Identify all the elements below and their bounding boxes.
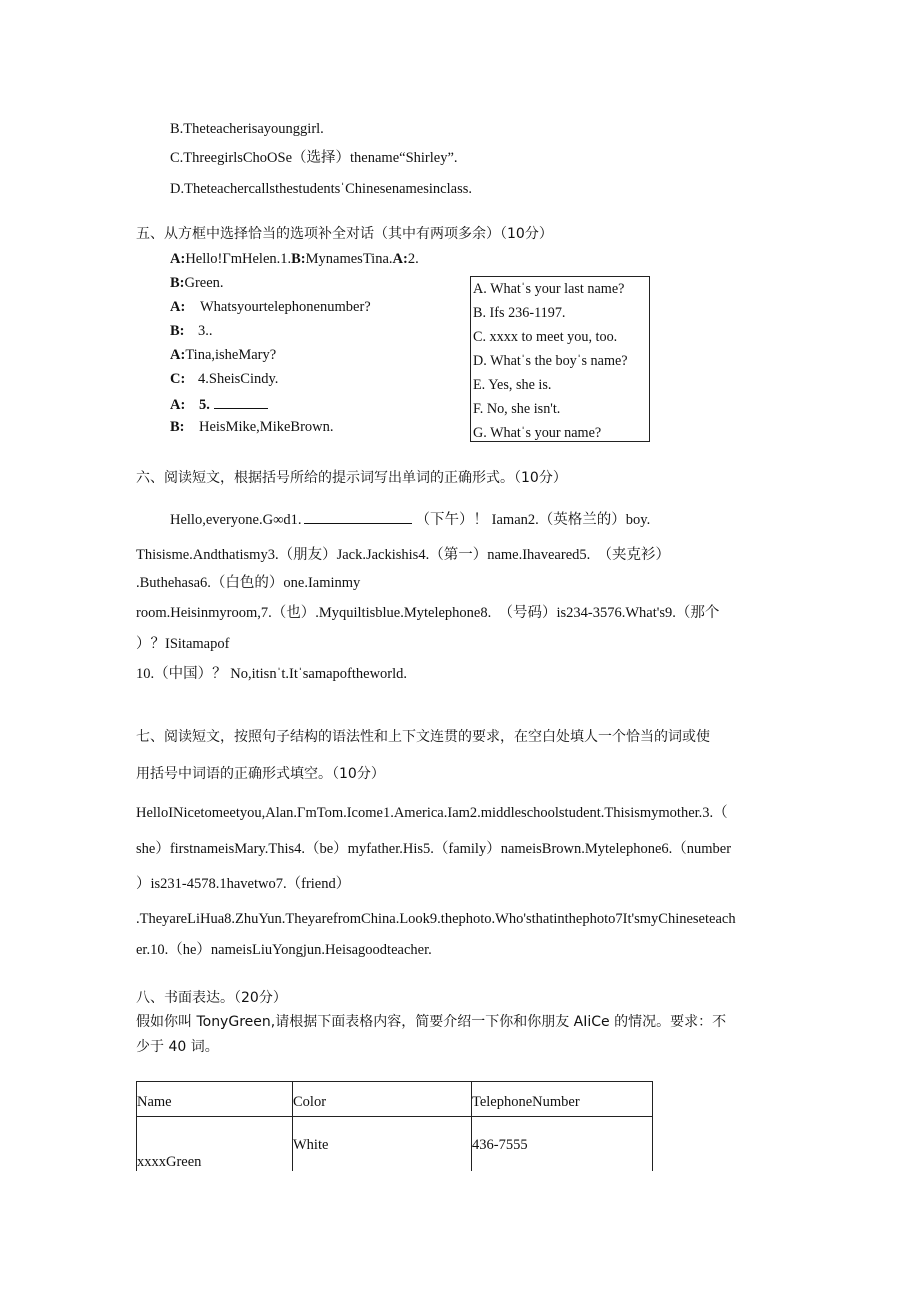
dialog-text: Whatsyourtelephonenumber? bbox=[200, 299, 371, 315]
answer-blank[interactable] bbox=[214, 396, 268, 409]
box-option-e: E. Yes, she is. bbox=[473, 377, 552, 393]
dialog-text: Hello!ΓmHelen.1. bbox=[185, 251, 292, 267]
section7-line-3: ）is231-4578.1havetwo7.（friend） bbox=[136, 876, 351, 892]
table-header-row bbox=[137, 1082, 653, 1117]
passage-text: Hello,everyone.G∞d1. bbox=[170, 512, 302, 528]
speaker-label: B: bbox=[170, 275, 185, 291]
dialog-line-6 bbox=[170, 372, 278, 387]
dialog-line-8 bbox=[170, 420, 334, 435]
section7-line-1: HelloINicetomeetyou,Alan.ΓmTom.Icome1.America.Iam2.middleschoolstudent.Thisismymother.3.（ bbox=[136, 805, 728, 821]
info-table bbox=[136, 1081, 653, 1171]
table-row bbox=[137, 1117, 653, 1172]
options-box bbox=[470, 276, 650, 442]
dialog-line-7 bbox=[170, 396, 268, 413]
speaker-label: A: bbox=[170, 251, 186, 267]
table-cell-name: xxxxGreen bbox=[137, 1154, 202, 1170]
section5-heading: 五、从方框中选择恰当的选项补全对话（其中有两项多余）（10分） bbox=[136, 226, 553, 242]
section8-prompt-line-1: 假如你叫 TonyGreen,请根据下面表格内容，简要介绍一下你和你朋友 AIiCe 的情况。要求：不 bbox=[136, 1014, 727, 1030]
section6-line-1 bbox=[170, 511, 650, 528]
speaker-label: B: bbox=[170, 323, 185, 339]
option-c-text: C.ThreegirlsChoOSe（选择）thename“Shirley”. bbox=[170, 150, 458, 166]
box-option-a: A. Whatˈs your last name? bbox=[473, 281, 625, 297]
section7-line-2: she）firstnameisMary.This4.（be）myfather.His5.（family）nameisBrown.Mytelephone6.（number bbox=[136, 841, 732, 857]
dialog-text: 2. bbox=[407, 251, 419, 267]
option-b-text: B.Theteacherisayounggirl. bbox=[170, 121, 324, 137]
box-option-g: G. Whatˈs your name? bbox=[473, 425, 602, 441]
section7-heading: 七、阅读短文，按照句子结构的语法性和上下文连贯的要求，在空白处填人一个恰当的词或使 bbox=[136, 729, 710, 745]
dialog-line-3 bbox=[170, 300, 371, 315]
section6-heading: 六、阅读短文，根据括号所给的提示词写出单词的正确形式。（10分） bbox=[136, 470, 567, 486]
dialog-line-2 bbox=[170, 276, 224, 291]
section7-heading-cont: 用括号中词语的正确形式填空。（10分） bbox=[136, 766, 385, 782]
section6-line-3: .Buthehasa6.（白色的）one.Iaminmy bbox=[136, 575, 361, 591]
section8-prompt-line-2: 少于 40 词。 bbox=[136, 1039, 219, 1055]
answer-blank[interactable] bbox=[304, 511, 412, 524]
table-cell-color: White bbox=[293, 1137, 329, 1153]
box-option-b: B. Ifs 236-1197. bbox=[473, 305, 566, 321]
dialog-line-5 bbox=[170, 348, 276, 363]
speaker-label: B: bbox=[291, 251, 306, 267]
table-cell-telephone: 436-7555 bbox=[472, 1137, 528, 1153]
speaker-label: B: bbox=[170, 419, 185, 435]
option-d-text: D.TheteachercallsthestudentsˈChinesenamesinclass. bbox=[170, 181, 472, 197]
speaker-label: A: bbox=[170, 397, 186, 413]
dialog-text: 4.SheisCindy. bbox=[198, 371, 279, 387]
section8-heading: 八、书面表达。（20分） bbox=[136, 990, 287, 1006]
box-option-c: C. xxxx to meet you, too. bbox=[473, 329, 618, 345]
table-header-telephone: TelephoneNumber bbox=[472, 1094, 580, 1110]
dialog-line-4 bbox=[170, 324, 213, 339]
speaker-label: A: bbox=[392, 251, 408, 267]
table-header-name: Name bbox=[137, 1094, 172, 1110]
speaker-label: A: bbox=[170, 347, 186, 363]
section6-line-6: 10.（中国）？ No,itisnˈt.Itˈsamapoftheworld. bbox=[136, 666, 408, 682]
dialog-text: MynamesTina. bbox=[305, 251, 393, 267]
section6-line-5: ）？ISitamapof bbox=[136, 636, 230, 652]
dialog-text: Tina,isheMary? bbox=[185, 347, 277, 363]
section6-line-2: Thisisme.Andthatismy3.（朋友）Jack.Jackishis4.（第一）name.Ihaveared5. （夹克衫） bbox=[136, 547, 670, 563]
section7-line-5: er.10.（he）nameisLiuYongjun.Heisagoodteacher. bbox=[136, 942, 432, 958]
speaker-label: C: bbox=[170, 371, 186, 387]
box-option-d: D. Whatˈs the boyˈs name? bbox=[473, 353, 628, 369]
section7-line-4: .TheyareLiHua8.ZhuYun.TheyarefromChina.Look9.thephoto.Who'sthatinthephoto7It'smyChineseteach bbox=[136, 911, 736, 927]
dialog-text: HeisMike,MikeBrown. bbox=[199, 419, 334, 435]
speaker-label: A: bbox=[170, 299, 186, 315]
dialog-line-1 bbox=[170, 252, 419, 267]
dialog-text: 5. bbox=[199, 397, 210, 413]
dialog-text: 3.. bbox=[198, 323, 213, 339]
table-header-color: Color bbox=[293, 1094, 327, 1110]
dialog-text: Green. bbox=[184, 275, 224, 291]
section6-line-4: room.Heisinmyroom,7.（也）.Myquiltisblue.Mytelephone8. （号码）is234-3576.What's9.（那个 bbox=[136, 605, 720, 621]
passage-text: （下午）！ Iaman2.（英格兰的）boy. bbox=[415, 512, 651, 528]
box-option-f: F. No, she isn't. bbox=[473, 401, 561, 417]
